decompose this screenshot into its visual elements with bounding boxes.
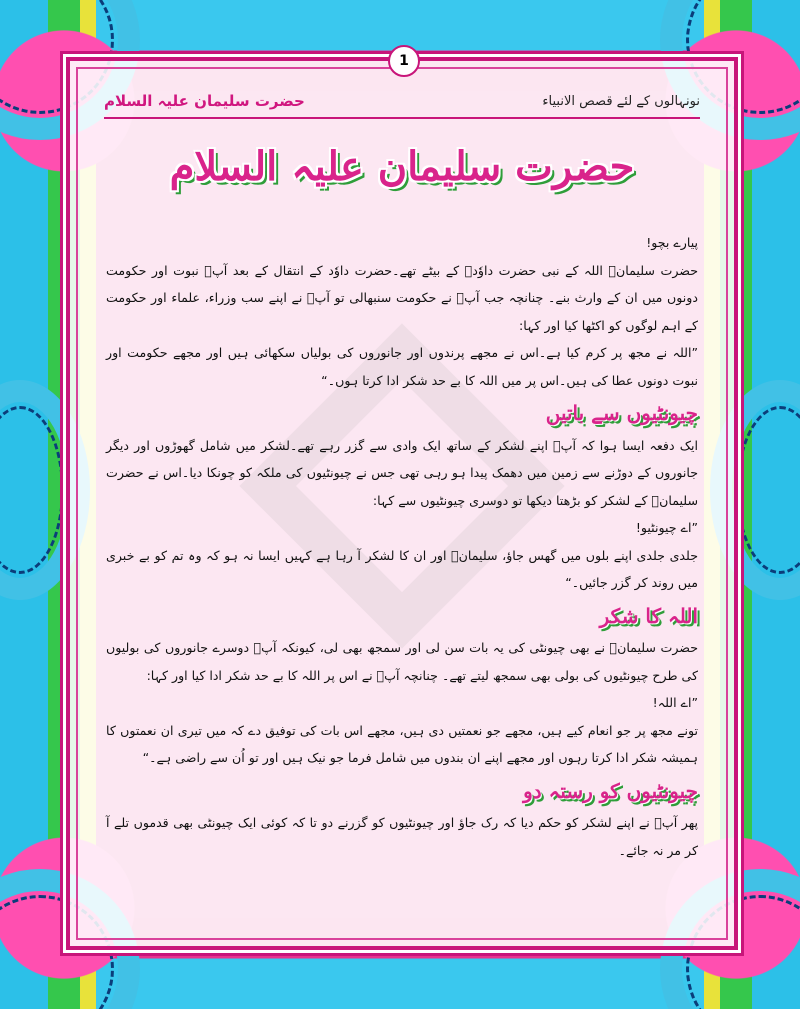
header-divider (104, 117, 700, 119)
paragraph: ایک دفعہ ایسا ہوا کہ آپؑ اپنے لشکر کے ساتھ ایک وادی سے گزر رہے تھے۔لشکر میں شامل گھوڑوں اور دیگر جانوروں کے دوڑنے سے زمین میں دھمک پیدا ہو رہی تھی جس نے چیونٹیوں کی ملکہ کو چونکا دیا۔اس نے حضرت سلیمانؑ کے لشکر کو بڑھتا دیکھا تو دوسری چیونٹیوں سے کہا: (106, 437, 698, 508)
section-heading-gratitude: اللہ کا شکر (599, 603, 698, 628)
paragraph: حضرت سلیمانؑ نے بھی چیونٹی کی یہ بات سن لی اور سمجھ بھی لی، کیونکہ آپؑ دوسرے جانوروں کی بولیوں کی طرح چیونٹیوں کی بولی بھی سمجھ لیتے تھے۔ چنانچہ آپؑ نے اس پر اللہ کا بے حد شکر ادا کیا اور کہا: (106, 640, 698, 683)
running-header (104, 87, 700, 115)
greeting: پیارے بچو! (646, 235, 698, 250)
quote-opening: ”اے چیونٹیو! (635, 520, 698, 535)
page-panel (66, 53, 738, 950)
page-number: 1 (388, 45, 420, 77)
quote: تونے مجھ پر جو انعام کیے ہیں، مجھے جو نعمتیں دی ہیں، مجھے اس بات کی توفیق دے کہ میں تیری ان نعمتوں کا ہمیشہ شکر ادا کرتا رہوں اور مجھے اپنے ان بندوں میں شامل فرما جو نیک ہیں اور تو اُن سے راضی ہے۔“ (106, 722, 698, 765)
quote: ”اللہ نے مجھ پر کرم کیا ہے۔اس نے مجھے پرندوں اور جانوروں کی بولیاں سکھائی ہیں اور مجھے حکومت اور نبوت دونوں عطا کی ہیں۔اس پر میں اللہ کا بے حد شکر ادا کرتا ہوں۔“ (106, 345, 698, 388)
series-title: نونہالوں کے لئے قصص الانبیاء (542, 93, 700, 109)
quote: جلدی جلدی اپنے بلوں میں گھس جاؤ، سلیمانؑ اور ان کا لشکر آ رہا ہے کہیں ایسا نہ ہو کہ وہ تم کو بے خبری میں روند کر گزر جائیں۔“ (106, 547, 698, 590)
paragraph: حضرت سلیمانؑ اللہ کے نبی حضرت داوٗدؑ کے بیٹے تھے۔حضرت داوٗد کے انتقال کے بعد آپؑ نبوت اور حکومت دونوں میں ان کے وارث بنے۔ چنانچہ جب آپؑ نے حکومت سنبھالی تو آپؑ نے اپنے سب وزراء، علماء اور حکومت کے اہم لوگوں کو اکٹھا کیا اور کہا: (106, 262, 698, 333)
page-title: حضرت سلیمان علیہ السلام (169, 143, 635, 190)
article-body (106, 229, 698, 864)
section-heading-make-way: چیونٹیوں کو رستہ دو (523, 778, 698, 803)
chapter-title: حضرت سلیمان علیہ السلام (104, 92, 305, 110)
paragraph: پھر آپؑ نے اپنے لشکر کو حکم دیا کہ رک جاؤ اور چیونٹیوں کو گزرنے دو تا کہ کوئی ایک چیونٹی بھی قدموں تلے آ کر مر نہ جائے۔ (106, 815, 698, 858)
quote-opening: ”اے اللہ! (652, 695, 698, 710)
section-heading-ants-talk: چیونٹیوں سے باتیں (545, 401, 698, 425)
